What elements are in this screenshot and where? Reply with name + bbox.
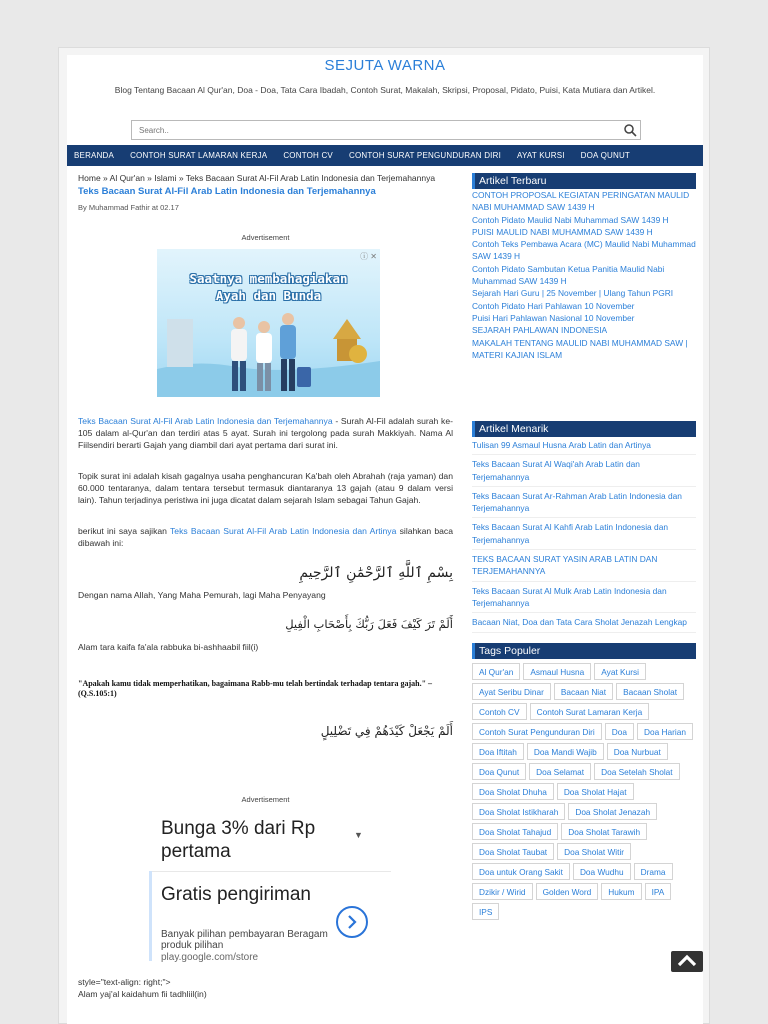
- tag-link[interactable]: Drama: [634, 863, 673, 880]
- tag-link[interactable]: IPA: [645, 883, 672, 900]
- nav-item-beranda[interactable]: BERANDA: [74, 151, 115, 160]
- tag-link[interactable]: Asmaul Husna: [523, 663, 591, 680]
- post-paragraph-1: [78, 415, 453, 452]
- tag-link[interactable]: Ayat Seribu Dinar: [472, 683, 551, 700]
- list-item[interactable]: Teks Bacaan Surat Al Kahfi Arab Latin Indonesia dan Terjemahannya: [472, 521, 696, 550]
- nav-item-doa-qunut[interactable]: DOA QUNUT: [580, 151, 631, 160]
- tag-link[interactable]: Doa Sholat Hajat: [557, 783, 634, 800]
- ayat-1-arabic: أَلَمْ تَرَ كَيْفَ فَعَلَ رَبُّكَ بِأَصْحَابِ الْفِيلِ: [285, 617, 453, 631]
- ad-close-icon[interactable]: ⓘ ✕: [360, 252, 377, 261]
- chevron-up-icon: [671, 951, 703, 972]
- tag-link[interactable]: IPS: [472, 903, 499, 920]
- post-title[interactable]: Teks Bacaan Surat Al-Fil Arab Latin Indonesia dan Terjemahannya: [78, 186, 376, 197]
- tag-link[interactable]: Hukum: [601, 883, 641, 900]
- tag-link[interactable]: Ayat Kursi: [594, 663, 646, 680]
- post-paragraph-2: Topik surat ini adalah kisah gagalnya usaha penghancuran Ka'bah oleh Abrahah (raja yaman) dan 60.000 tentaranya, dalam tentara tersebut termasuk diantaranya 13 gajah (atau 9 dalam versi lain). Tahun terjadinya peristiwa ini juga dicatat dalam sejarah Islam sebagai Tahun Gajah.: [78, 471, 453, 506]
- tag-link[interactable]: Doa Sholat Jenazah: [568, 803, 657, 820]
- list-item[interactable]: PUISI MAULID NABI MUHAMMAD SAW 1439 H: [472, 226, 653, 237]
- chevron-down-icon[interactable]: ▼: [354, 830, 363, 840]
- ayat-2-latin: Alam yaj'al kaidahum fii tadhliil(in): [78, 989, 207, 999]
- banner-ad-image: [157, 309, 380, 397]
- ayat-1-translation: "Apakah kamu tidak memperhatikan, bagaimana Rabb-mu telah bertindak terhadap tentara gajah." – (Q.S.105:1): [78, 679, 433, 698]
- widget-title-artikel-terbaru: Artikel Terbaru: [472, 173, 696, 189]
- ad-label: Advertisement: [241, 233, 290, 242]
- paragraph-3-post: silahkan baca dibawah ini:: [78, 526, 453, 549]
- post-artinya-link[interactable]: Teks Bacaan Surat Al-Fil Arab Latin Indonesia dan Artinya: [170, 526, 397, 536]
- tag-link[interactable]: Doa Sholat Dhuha: [472, 783, 554, 800]
- ad-next-button[interactable]: [336, 906, 368, 938]
- tag-link[interactable]: Doa Sholat Tarawih: [561, 823, 647, 840]
- list-item[interactable]: Teks Bacaan Surat Al Waqi'ah Arab Latin dan Terjemahannya: [472, 458, 696, 487]
- tag-link[interactable]: Doa untuk Orang Sakit: [472, 863, 570, 880]
- post-byline: By Muhammad Fathir at 02.17: [78, 203, 179, 212]
- banner-ad-line2: Ayah dan Bunda: [215, 288, 322, 303]
- nav-item-contoh-cv[interactable]: CONTOH CV: [283, 151, 333, 160]
- tag-cloud: [472, 663, 702, 923]
- tag-link[interactable]: Doa Sholat Taubat: [472, 843, 554, 860]
- tag-link[interactable]: Doa: [605, 723, 634, 740]
- tag-link[interactable]: Contoh CV: [472, 703, 527, 720]
- ad-subtext: Banyak pilihan pembayaran Beragam produk pilihan: [161, 929, 328, 951]
- main-nav: [67, 145, 703, 166]
- banner-ad-line1: Saatnya membahagiakan: [189, 271, 348, 286]
- list-item[interactable]: Contoh Pidato Hari Pahlawan 10 November: [472, 300, 635, 311]
- post-paragraph-3: [78, 525, 453, 549]
- search-box: [131, 120, 641, 140]
- site-title[interactable]: SEJUTA WARNA: [324, 57, 446, 74]
- list-item[interactable]: Bacaan Niat, Doa dan Tata Cara Sholat Jenazah Lengkap: [472, 616, 696, 632]
- list-item[interactable]: CONTOH PROPOSAL KEGIATAN PERINGATAN MAULID NABI MUHAMMAD SAW 1439 H: [472, 190, 690, 213]
- tag-link[interactable]: Doa Mandi Wajib: [527, 743, 604, 760]
- list-item[interactable]: Contoh Pidato Sambutan Ketua Panitia Maulid Nabi Muhammad SAW 1439 H: [472, 263, 665, 287]
- list-item[interactable]: Teks Bacaan Surat Ar-Rahman Arab Latin Indonesia dan Terjemahannya: [472, 490, 696, 519]
- paragraph-1-text: - Surah Al-Fil adalah surah ke-105 dalam al-Qur'an dan terdiri atas 5 ayat. Surah ini tergolong pada surah Makkiyah. Nama Al Fiilsendiri berarti Gajah yang diambil dari ayat pertama dari surat ini.: [78, 416, 453, 451]
- tag-link[interactable]: Contoh Surat Pengunduran Diri: [472, 723, 602, 740]
- nav-item-contoh-surat-pengunduran-diri[interactable]: CONTOH SURAT PENGUNDURAN DIRI: [348, 151, 502, 160]
- banner-ad-headline: [157, 270, 380, 304]
- tag-link[interactable]: Doa Setelah Sholat: [594, 763, 680, 780]
- ad-headline-1: Bunga 3% dari Rp pertama: [161, 818, 316, 862]
- nav-item-contoh-surat-lamaran-kerja[interactable]: CONTOH SURAT LAMARAN KERJA: [130, 151, 268, 160]
- ad-label: Advertisement: [241, 795, 290, 804]
- google-play-ad[interactable]: [149, 809, 391, 971]
- list-item[interactable]: Teks Bacaan Surat Al Mulk Arab Latin Indonesia dan Terjemahannya: [472, 585, 696, 614]
- tag-link[interactable]: Doa Harian: [637, 723, 693, 740]
- tag-link[interactable]: Contoh Surat Lamaran Kerja: [530, 703, 650, 720]
- tag-link[interactable]: Doa Sholat Istikharah: [472, 803, 565, 820]
- widget-title-tags-populer: Tags Populer: [472, 643, 696, 659]
- ad-url[interactable]: play.google.com/store: [161, 952, 259, 963]
- nav-item-ayat-kursi[interactable]: AYAT KURSI: [517, 151, 565, 160]
- widget-title-artikel-menarik: Artikel Menarik: [472, 421, 696, 437]
- tag-link[interactable]: Al Qur'an: [472, 663, 520, 680]
- tag-link[interactable]: Doa Nurbuat: [607, 743, 668, 760]
- ad-headline-2: Gratis pengiriman: [161, 884, 311, 905]
- search-icon[interactable]: [623, 123, 638, 137]
- post-title-link[interactable]: Teks Bacaan Surat Al-Fil Arab Latin Indonesia dan Terjemahannya: [78, 416, 333, 426]
- list-item[interactable]: MAKALAH TENTANG MAULID NABI MUHAMMAD SAW | MATERI KAJIAN ISLAM: [472, 337, 688, 360]
- ayat-1-latin: Alam tara kaifa fa'ala rabbuka bi-ashhaabil fiil(i): [78, 642, 259, 652]
- page-content: [67, 55, 703, 1024]
- breadcrumb[interactable]: Home » Al Qur'an » Islami » Teks Bacaan Surat Al-Fil Arab Latin Indonesia dan Terjemahannya: [78, 173, 436, 183]
- ad-divider: [149, 871, 391, 872]
- page-frame: [58, 47, 710, 1024]
- ayat-2-arabic: أَلَمْ يَجْعَلْ كَيْدَهُمْ فِي تَضْلِيلٍ: [320, 724, 453, 738]
- tag-link[interactable]: Doa Sholat Witir: [557, 843, 631, 860]
- tag-link[interactable]: Golden Word: [536, 883, 599, 900]
- search-input[interactable]: [132, 121, 618, 139]
- tag-link[interactable]: Doa Wudhu: [573, 863, 631, 880]
- site-description: Blog Tentang Bacaan Al Qur'an, Doa - Doa, Tata Cara Ibadah, Contoh Surat, Makalah, Skripsi, Proposal, Pidato, Puisi, Kata Mutiara dan Artikel.: [114, 85, 656, 95]
- artikel-menarik-list: [472, 439, 696, 636]
- tag-link[interactable]: Doa Iftitah: [472, 743, 524, 760]
- tag-link[interactable]: Bacaan Sholat: [616, 683, 684, 700]
- artikel-terbaru-list: [472, 189, 696, 361]
- paragraph-3-pre: berikut ini saya sajikan: [78, 526, 171, 536]
- list-item[interactable]: Contoh Teks Pembawa Acara (MC) Maulid Nabi Muhammad SAW 1439 H: [472, 239, 696, 262]
- banner-ad[interactable]: [157, 249, 380, 397]
- list-item[interactable]: Sejarah Hari Guru | 25 November | Ulang Tahun PGRI: [472, 288, 674, 299]
- list-item[interactable]: Contoh Pidato Maulid Nabi Muhammad SAW 1439 H: [472, 214, 669, 225]
- tag-link[interactable]: Doa Sholat Tahajud: [472, 823, 558, 840]
- tag-link[interactable]: Doa Qunut: [472, 763, 526, 780]
- chevron-right-icon: [338, 908, 366, 936]
- basmalah-translation: Dengan nama Allah, Yang Maha Pemurah, lagi Maha Penyayang: [78, 590, 326, 600]
- list-item[interactable]: Puisi Hari Pahlawan Nasional 10 November: [472, 312, 635, 323]
- list-item[interactable]: Tulisan 99 Asmaul Husna Arab Latin dan Artinya: [472, 439, 696, 455]
- stray-markup-text: style="text-align: right;">: [78, 977, 171, 987]
- basmalah-arabic: بِسْمِ ٱللَّهِ ٱلرَّحْمَٰنِ ٱلرَّحِيمِ: [299, 565, 453, 581]
- tag-link[interactable]: Doa Selamat: [529, 763, 591, 780]
- list-item[interactable]: SEJARAH PAHLAWAN INDONESIA: [472, 325, 608, 336]
- list-item[interactable]: TEKS BACAAN SURAT YASIN ARAB LATIN DAN TERJEMAHANNYA: [472, 553, 696, 582]
- ad-accent-bar: [149, 871, 152, 961]
- tag-link[interactable]: Bacaan Niat: [554, 683, 613, 700]
- post-column: [78, 173, 453, 999]
- tag-link[interactable]: Dzikir / Wirid: [472, 883, 533, 900]
- back-to-top-button[interactable]: [671, 951, 703, 972]
